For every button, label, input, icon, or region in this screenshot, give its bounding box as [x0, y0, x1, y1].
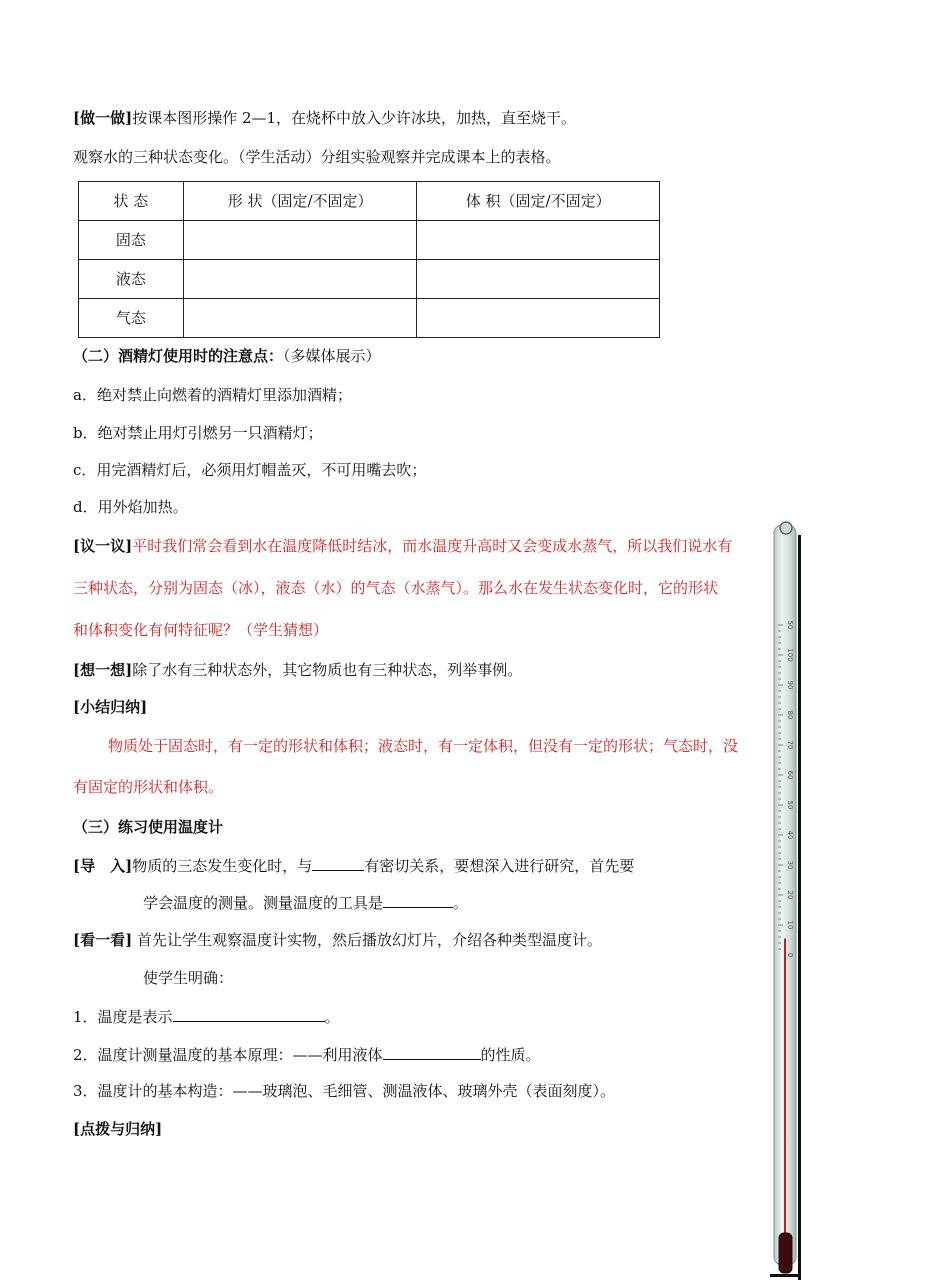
- discuss-line-3: 和体积变化有何特征呢？（学生猜想）: [73, 621, 329, 639]
- table-cell-state: 气态: [79, 299, 184, 338]
- thermometer-image: [770, 515, 810, 1280]
- point-1-end: 。: [324, 1008, 340, 1026]
- point-2-blank[interactable]: [383, 1044, 481, 1060]
- scale-label: 70: [786, 740, 794, 750]
- section3-title: （三）练习使用温度计: [73, 818, 224, 836]
- scale-label: 20: [786, 890, 794, 900]
- table-row: [79, 260, 660, 299]
- table-cell-state: 液态: [79, 260, 184, 299]
- summary-line-1: 物质处于固态时，有一定的形状和体积；液态时，有一定体积，但没有一定的形状；气态时，没: [108, 737, 739, 755]
- list-item: b．绝对禁止用灯引燃另一只酒精灯；: [73, 424, 323, 442]
- scale-label: 40: [786, 830, 794, 840]
- table-header-volume: 体 积（固定/不固定）: [417, 182, 660, 221]
- table-cell-shape[interactable]: [183, 260, 417, 299]
- think-tag: [想一想]: [73, 661, 133, 679]
- intro-text-1a: 物质的三态发生变化时，与: [132, 857, 313, 875]
- table-cell-volume[interactable]: [417, 299, 660, 338]
- scale-label: 50: [786, 620, 794, 630]
- table-header-shape: 形 状（固定/不固定）: [183, 182, 417, 221]
- frame-line-bottom: [770, 1274, 801, 1277]
- table-cell-volume[interactable]: [417, 221, 660, 260]
- table-row: [79, 299, 660, 338]
- intro-text-2a: 学会温度的测量。测量温度的工具是: [143, 894, 384, 912]
- point-1-text: 1．温度是表示: [73, 1008, 173, 1026]
- list-item: a．绝对禁止向燃着的酒精灯里添加酒精；: [73, 386, 352, 404]
- scale-label: 30: [786, 860, 794, 870]
- discuss-text-1: 平时我们常会看到水在温度降低时结冰，而水温度升高时又会变成水蒸气，所以我们说水有: [132, 537, 733, 555]
- scale-label: 0: [786, 952, 794, 958]
- think-text: 除了水有三种状态外，其它物质也有三种状态，列举事例。: [132, 661, 523, 679]
- point-1: [73, 1006, 340, 1027]
- look-text: 首先让学生观察温度计实物，然后播放幻灯片，介绍各种类型温度计。: [136, 931, 602, 949]
- summary-line-2: 有固定的形状和体积。: [73, 778, 224, 796]
- point-1-blank[interactable]: [173, 1006, 325, 1022]
- doit-line-1: [73, 108, 576, 128]
- summary-tag: [小结归纳]: [73, 698, 148, 716]
- list-item: d．用外焰加热。: [73, 498, 188, 516]
- table-cell-shape[interactable]: [183, 299, 417, 338]
- scale-label: 100: [786, 648, 794, 662]
- table-header-state: 状 态: [79, 182, 184, 221]
- doit-tag: [做一做]: [73, 109, 133, 127]
- table-row: [79, 221, 660, 260]
- thermometer-bulb: [779, 1233, 792, 1273]
- point-2: [73, 1044, 541, 1065]
- look-line: [73, 930, 602, 950]
- liquid-column: [784, 939, 786, 1236]
- point-3: 3．温度计的基本构造：——玻璃泡、毛细管、测温液体、玻璃外壳（表面刻度）。: [73, 1082, 616, 1100]
- table-header-row: [79, 182, 660, 221]
- think-line: [73, 660, 522, 680]
- point-2-end: 的性质。: [480, 1046, 541, 1064]
- scale-label: 90: [786, 680, 794, 690]
- intro-line-1: [73, 855, 634, 876]
- scale-label: 10: [786, 920, 794, 930]
- discuss-line-2: 三种状态，分别为固态（冰），液态（水）的气态（水蒸气）。那么水在发生状态变化时，它的形状: [73, 579, 719, 597]
- doit-line-2: 观察水的三种状态变化。（学生活动）分组实验观察并完成课本上的表格。: [73, 148, 561, 166]
- point-2-text: 2．温度计测量温度的基本原理：——利用液体: [73, 1046, 383, 1064]
- intro-blank-1[interactable]: [312, 855, 364, 871]
- list-item: c．用完酒精灯后，必须用灯帽盖灭，不可用嘴去吹；: [73, 461, 427, 479]
- table-cell-shape[interactable]: [183, 221, 417, 260]
- intro-blank-2[interactable]: [383, 892, 453, 908]
- section2-heading: [73, 346, 381, 366]
- intro-tag: [导 入]: [73, 857, 133, 875]
- intro-text-2b: 。: [453, 894, 469, 912]
- table-cell-volume[interactable]: [417, 260, 660, 299]
- state-table: [78, 181, 660, 338]
- look-sub: 使学生明确：: [143, 969, 234, 987]
- section2-note: （多媒体展示）: [283, 347, 381, 365]
- doit-text-1: 按课本图形操作 2—1，在烧杯中放入少许冰块，加热，直至烧干。: [132, 109, 577, 127]
- frame-line-vertical: [798, 535, 801, 1280]
- discuss-line-1: [73, 536, 732, 556]
- section2-title: （二）酒精灯使用时的注意点：: [73, 347, 284, 365]
- look-tag: [看一看]: [73, 931, 133, 949]
- scale-label: 50: [786, 800, 794, 810]
- table-cell-state: 固态: [79, 221, 184, 260]
- discuss-tag: [议一议]: [73, 537, 133, 555]
- intro-line-2: [143, 892, 468, 913]
- hanging-loop: [780, 522, 792, 534]
- guide-tag: [点拨与归纳]: [73, 1120, 163, 1138]
- intro-text-1b: 有密切关系，要想深入进行研究，首先要: [364, 857, 635, 875]
- scale-label: 60: [786, 770, 794, 780]
- scale-label: 80: [786, 710, 794, 720]
